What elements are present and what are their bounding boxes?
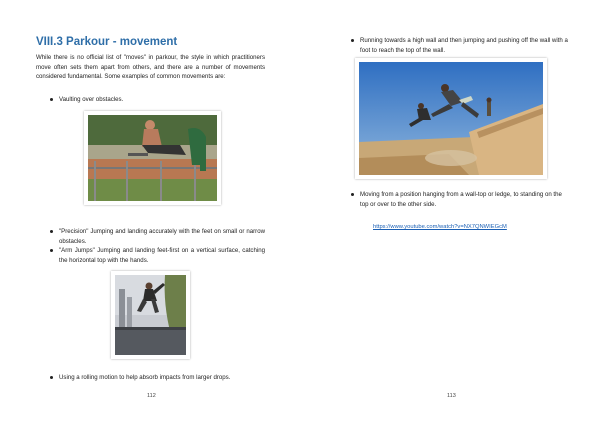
bullet-text: Moving from a position hanging from a wall-top or ledge, to standing on the top or over to the other side. (360, 191, 562, 208)
bullet-dot (50, 249, 53, 252)
page-number-left: 112 (147, 393, 156, 399)
bullet-text: "Precision" Jumping and landing accurately with the feet on small or narrow obstacles. (59, 228, 265, 245)
photo-vaulting (84, 111, 221, 205)
page-number-right: 113 (447, 393, 456, 399)
bullet-precision (59, 227, 265, 246)
bullet-text: Vaulting over obstacles. (59, 96, 124, 103)
bullet-vaulting (59, 95, 259, 105)
intro-paragraph: While there is no official list of "moves" in parkour, the style in which practitioners move often sets them apart from others, and there are a number of movements considered fundamental. Some examples of common movements are: (36, 54, 265, 81)
bullet-wall-run (360, 36, 568, 55)
bullet-text: Using a rolling motion to help absorb impacts from larger drops. (59, 374, 231, 381)
right-page (300, 0, 600, 424)
bullet-dot (351, 193, 354, 196)
bullet-climb-up (360, 190, 570, 209)
youtube-link[interactable]: https://www.youtube.com/watch?v=NX7QNWIEGcM (373, 224, 507, 230)
bullet-rolling (59, 373, 269, 383)
bullet-arm-jumps (59, 246, 265, 265)
bullet-dot (351, 39, 354, 42)
section-title: VIII.3 Parkour - movement (36, 36, 178, 48)
arm-jump-image (115, 275, 186, 355)
photo-wall-run (355, 58, 547, 179)
vaulting-image (88, 115, 217, 201)
bullet-dot (50, 376, 53, 379)
bullet-dot (50, 98, 53, 101)
bullet-text: Running towards a high wall and then jumping and pushing off the wall with a foot to reach the top of the wall. (360, 37, 568, 54)
bullet-dot (50, 230, 53, 233)
photo-arm-jump (111, 271, 190, 359)
bullet-text: "Arm Jumps" Jumping and landing feet-first on a vertical surface, catching the horizontal top with the hands. (59, 247, 265, 264)
wall-run-image (359, 62, 543, 175)
